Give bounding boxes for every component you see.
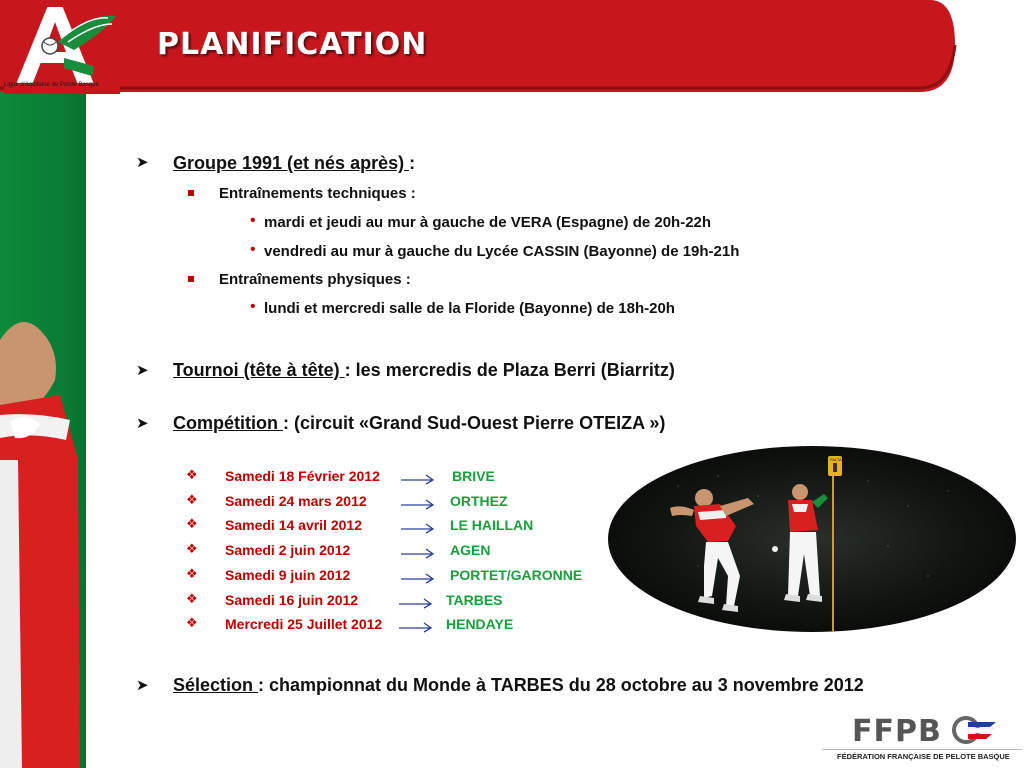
physiques-item: lundi et mercredi salle de la Floride (Bayonne) de 18h-20h xyxy=(264,300,675,317)
arrow-bullet-icon: ➤ xyxy=(136,677,149,694)
dot-bullet-icon: • xyxy=(250,241,256,258)
techniques-item: mardi et jeudi au mur à gauche de VERA (Espagne) de 20h-22h xyxy=(264,214,712,231)
groupe-heading xyxy=(173,153,415,174)
player-photo-left xyxy=(0,300,82,768)
header-banner xyxy=(0,0,1024,96)
arrow-right-icon xyxy=(400,520,436,534)
diamond-bullet-icon: ❖ xyxy=(186,615,198,630)
techniques-item: vendredi au mur à gauche du Lycée CASSIN (Bayonne) de 19h-21h xyxy=(264,243,740,260)
arrow-right-icon xyxy=(400,570,436,584)
tournoi-line xyxy=(173,360,675,381)
event-place: PORTET/GARONNE xyxy=(450,567,583,583)
arrow-right-icon xyxy=(400,496,436,510)
selection-label: Sélection xyxy=(173,675,259,695)
tournoi-text: : les mercredis de Plaza Berri (Biarritz) xyxy=(344,360,675,380)
competition-text: : (circuit «Grand Sud-Ouest Pierre OTEIZA ») xyxy=(283,413,666,433)
ffpb-wordmark: FFPB xyxy=(852,714,942,749)
diamond-bullet-icon: ❖ xyxy=(186,492,198,507)
event-date: Samedi 2 juin 2012 xyxy=(225,542,351,558)
square-bullet-icon xyxy=(188,190,194,196)
square-bullet-icon xyxy=(188,276,194,282)
tournoi-label: Tournoi (tête à tête) xyxy=(173,360,345,380)
dot-bullet-icon: • xyxy=(250,212,256,229)
event-date: Samedi 18 Février 2012 xyxy=(225,468,380,484)
event-place: BRIVE xyxy=(452,468,495,484)
arrow-right-icon xyxy=(400,545,436,559)
competition-line xyxy=(173,413,665,434)
event-place: AGEN xyxy=(450,542,491,558)
logo-caption: Ligue d'Aquitaine de Pelote Basque xyxy=(4,82,99,88)
techniques-label: Entraînements techniques : xyxy=(219,185,416,202)
arrow-bullet-icon: ➤ xyxy=(136,415,149,432)
groupe-suffix: : xyxy=(409,153,416,173)
diamond-bullet-icon: ❖ xyxy=(186,591,198,606)
event-date: Mercredi 25 Juillet 2012 xyxy=(225,616,383,632)
event-place: HENDAYE xyxy=(446,616,514,632)
diamond-bullet-icon: ❖ xyxy=(186,541,198,556)
event-date: Samedi 24 mars 2012 xyxy=(225,493,367,509)
dot-bullet-icon: • xyxy=(250,298,256,315)
event-date: Samedi 9 juin 2012 xyxy=(225,567,351,583)
event-place: LE HAILLAN xyxy=(450,517,534,533)
ffpb-logo xyxy=(822,712,1022,768)
event-place: TARBES xyxy=(446,592,503,608)
arrow-bullet-icon: ➤ xyxy=(136,154,149,171)
arrow-right-icon xyxy=(398,619,434,633)
ffpb-subtitle: FÉDÉRATION FRANÇAISE DE PELOTE BASQUE xyxy=(837,752,1010,761)
diamond-bullet-icon: ❖ xyxy=(186,516,198,531)
arrow-right-icon xyxy=(398,595,434,609)
court-sign: FALTA xyxy=(830,457,842,462)
physiques-label: Entraînements physiques : xyxy=(219,271,411,288)
selection-text: : championnat du Monde à TARBES du 28 octobre au 3 novembre 2012 xyxy=(258,675,864,695)
ligue-logo xyxy=(4,2,120,94)
arrow-bullet-icon: ➤ xyxy=(136,362,149,379)
arrow-right-icon xyxy=(400,471,436,485)
competition-label: Compétition xyxy=(173,413,283,433)
selection-line xyxy=(173,675,864,696)
diamond-bullet-icon: ❖ xyxy=(186,467,198,482)
pelote-players-photo xyxy=(608,446,1016,632)
event-place: ORTHEZ xyxy=(450,493,508,509)
event-date: Samedi 14 avril 2012 xyxy=(225,517,362,533)
diamond-bullet-icon: ❖ xyxy=(186,566,198,581)
ffpb-flag-icon xyxy=(950,714,998,746)
ffpb-divider xyxy=(822,749,1022,750)
groupe-label: Groupe 1991 (et nés après) xyxy=(173,153,410,173)
event-date: Samedi 16 juin 2012 xyxy=(225,592,359,608)
page-title: PLANIFICATION xyxy=(157,27,428,62)
